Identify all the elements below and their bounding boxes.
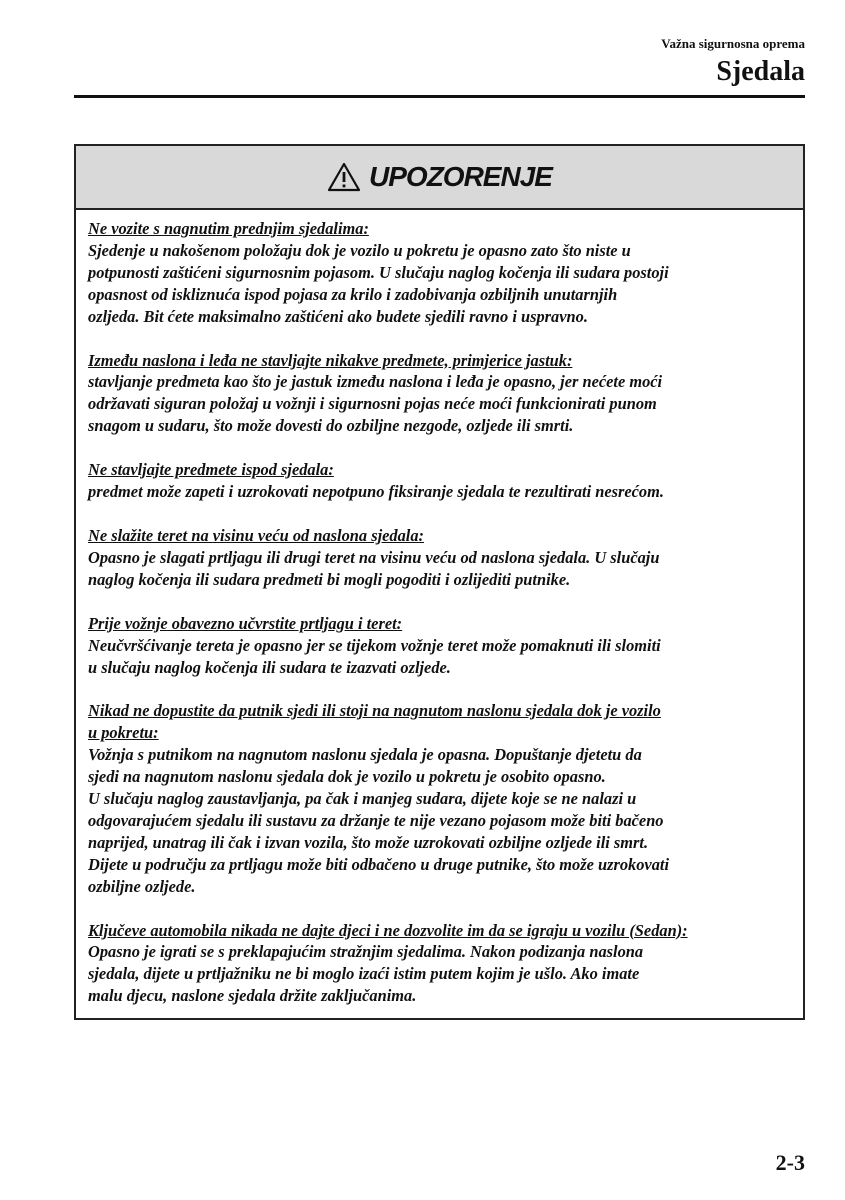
paragraph-text-line: U slučaju naglog zaustavljanja, pa čak i manjeg sudara, dijete koje se ne nalazi u	[88, 789, 637, 809]
page-title: Sjedala	[716, 56, 805, 87]
warning-box	[74, 144, 805, 1020]
paragraph-text-line: Opasno je igrati se s preklapajućim stražnjim sjedalima. Nakon podizanja naslona	[88, 942, 644, 962]
paragraph-heading: Između naslona i leđa ne stavljajte nikakve predmete, primjerice jastuk:	[88, 350, 573, 370]
paragraph-heading: u pokretu:	[88, 723, 159, 743]
paragraph-heading: Prije vožnje obavezno učvrstite prtljagu i teret:	[88, 613, 403, 633]
warning-header	[76, 146, 803, 210]
paragraph-text-line: Sjedenje u nakošenom položaju dok je vozilo u pokretu je opasno zato što niste u	[88, 240, 631, 260]
paragraph-heading: Nikad ne dopustite da putnik sjedi ili stoji na nagnutom naslonu sjedala dok je vozilo	[88, 701, 661, 721]
paragraph-text-line: Dijete u području za prtljagu može biti odbačeno u druge putnike, što može uzrokovati	[88, 854, 670, 874]
paragraph-text-line: opasnost od iskliznuća ispod pojasa za krilo i zadobivanja ozbiljnih unutarnjih	[88, 284, 618, 304]
header-divider	[74, 95, 805, 98]
paragraph-text-line: u slučaju naglog kočenja ili sudara te izazvati ozljede.	[88, 657, 451, 677]
paragraph-text-line: sjedala, dijete u prtljažniku ne bi moglo izaći istim putem kojim je ušlo. Ako imate	[88, 964, 640, 984]
paragraph-text-line: ozbiljne ozljede.	[88, 876, 196, 896]
paragraph-text-line: stavljanje predmeta kao što je jastuk između naslona i leđa je opasno, jer nećete moći	[88, 372, 663, 392]
paragraph-heading: Ne slažite teret na visinu veću od naslona sjedala:	[88, 525, 425, 545]
section-title: Važna sigurnosna oprema	[661, 36, 805, 51]
paragraph-text-line: Vožnja s putnikom na nagnutom naslonu sjedala je opasna. Dopuštanje djetetu da	[88, 745, 642, 765]
paragraph-text-line: potpunosti zaštićeni sigurnosnim pojasom. U slučaju naglog kočenja ili sudara postoji	[88, 262, 669, 282]
warning-paragraph	[88, 700, 791, 897]
paragraph-text-line: ozljeda. Bit ćete maksimalno zaštićeni ako budete sjedili ravno i uspravno.	[88, 306, 588, 326]
page-number: 2-3	[775, 1150, 805, 1175]
warning-paragraph	[88, 218, 791, 328]
paragraph-text-line: odgovarajućem sjedalu ili sustavu za držanje te nije vezano pojasom može biti bačeno	[88, 810, 664, 830]
paragraph-heading: Ne vozite s nagnutim prednjim sjedalima:	[88, 219, 369, 238]
paragraph-heading: Ključeve automobila nikada ne dajte djeci i ne dozvolite im da se igraju u vozilu (Sedan):	[88, 920, 688, 940]
paragraph-text-line: snagom u sudaru, što može dovesti do ozbiljne nezgode, ozljede ili smrti.	[88, 416, 574, 436]
paragraph-text-line: održavati siguran položaj u vožnji i sigurnosni pojas neće moći funkcionirati punom	[88, 394, 657, 414]
warning-body	[76, 210, 803, 1007]
paragraph-text-line: malu djecu, naslone sjedala držite zaključanima.	[88, 986, 417, 1006]
paragraph-text-line: naglog kočenja ili sudara predmeti bi mogli pogoditi i ozlijediti putnike.	[88, 569, 571, 589]
paragraph-text-line: naprijed, unatrag ili čak i izvan vozila, što može uzrokovati ozbiljne ozljede ili smrt.	[88, 832, 649, 852]
warning-paragraph	[88, 350, 791, 438]
paragraph-text-line: Opasno je slagati prtljagu ili drugi teret na visinu veću od naslona sjedala. U slučaju	[88, 547, 660, 567]
warning-paragraph	[88, 920, 791, 1008]
paragraph-text-line: sjedi na nagnutom naslonu sjedala dok je vozilo u pokretu je osobito opasno.	[88, 767, 606, 787]
paragraph-heading: Ne stavljajte predmete ispod sjedala:	[88, 460, 334, 480]
warning-triangle-icon	[327, 162, 361, 192]
warning-paragraph	[88, 613, 791, 679]
warning-title: UPOZORENJE	[369, 161, 552, 192]
paragraph-text-line: Neučvršćivanje tereta je opasno jer se tijekom vožnje teret može pomaknuti ili slomiti	[88, 635, 661, 655]
warning-paragraph	[88, 525, 791, 591]
warning-paragraph	[88, 459, 791, 503]
paragraph-text-line: predmet može zapeti i uzrokovati nepotpuno fiksiranje sjedala te rezultirati nesrećom.	[88, 482, 664, 502]
